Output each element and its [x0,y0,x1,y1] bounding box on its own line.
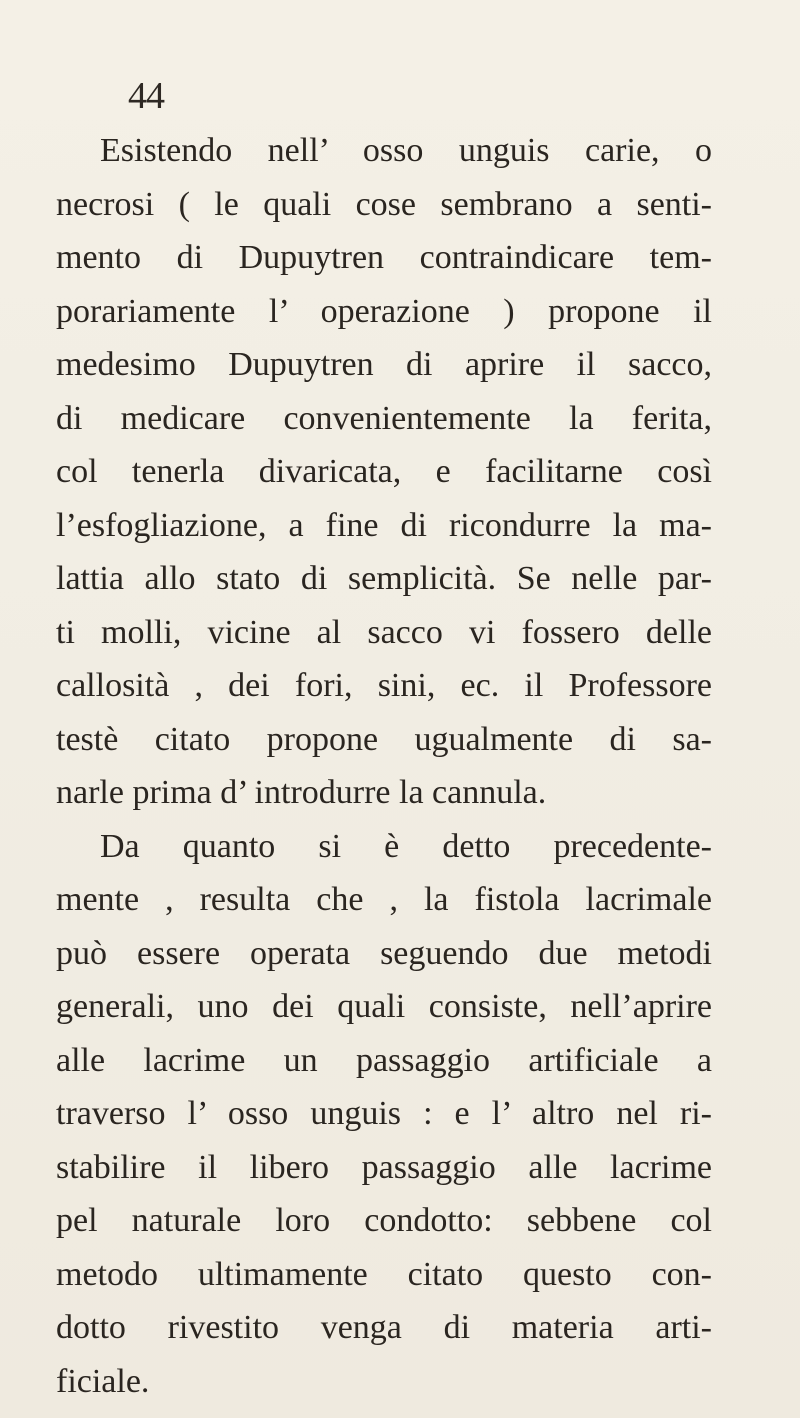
text-line: testè citato propone ugualmente di sa- [56,720,712,758]
text-line: necrosi ( le quali cose sembrano a senti- [56,185,712,223]
text-line: medesimo Dupuytren di aprire il sacco, [56,346,712,383]
page-number: 44 [128,75,164,117]
text-line: ti molli, vicine al sacco vi fossero delle [56,613,712,651]
text-line: stabilire il libero passaggio alle lacrime [56,1148,712,1186]
text-line: callosità , dei fori, sini, ec. il Professore [56,667,712,704]
text-line: Da quanto si è detto precedente- [100,827,712,865]
text-line: dotto rivestito venga di materia arti- [56,1309,712,1346]
text-line: generali, uno dei quali consiste, nell’aprire [56,988,712,1025]
body-text [56,124,712,1408]
text-line: può essere operata seguendo due metodi [56,934,712,972]
text-line: mente , resulta che , la fistola lacrimale [56,881,712,918]
text-line: lattia allo stato di semplicità. Se nelle par- [56,560,712,597]
text-line: narle prima d’ introdurre la cannula. [56,774,547,811]
text-line: metodo ultimamente citato questo con- [56,1255,712,1293]
text-line: mento di Dupuytren contraindicare tem- [56,239,712,276]
text-line: Esistendo nell’ osso unguis carie, o [100,132,712,169]
text-line: porariamente l’ operazione ) propone il [56,292,712,330]
text-line: alle lacrime un passaggio artificiale a [56,1041,712,1079]
text-line: l’esfogliazione, a fine di ricondurre la ma- [56,506,712,544]
text-line: traverso l’ osso unguis : e l’ altro nel ri- [56,1095,712,1132]
text-line: pel naturale loro condotto: sebbene col [56,1202,712,1239]
text-line: di medicare convenientemente la ferita, [56,399,712,437]
text-line: col tenerla divaricata, e facilitarne così [56,453,712,490]
text-line: ficiale. [56,1362,150,1400]
